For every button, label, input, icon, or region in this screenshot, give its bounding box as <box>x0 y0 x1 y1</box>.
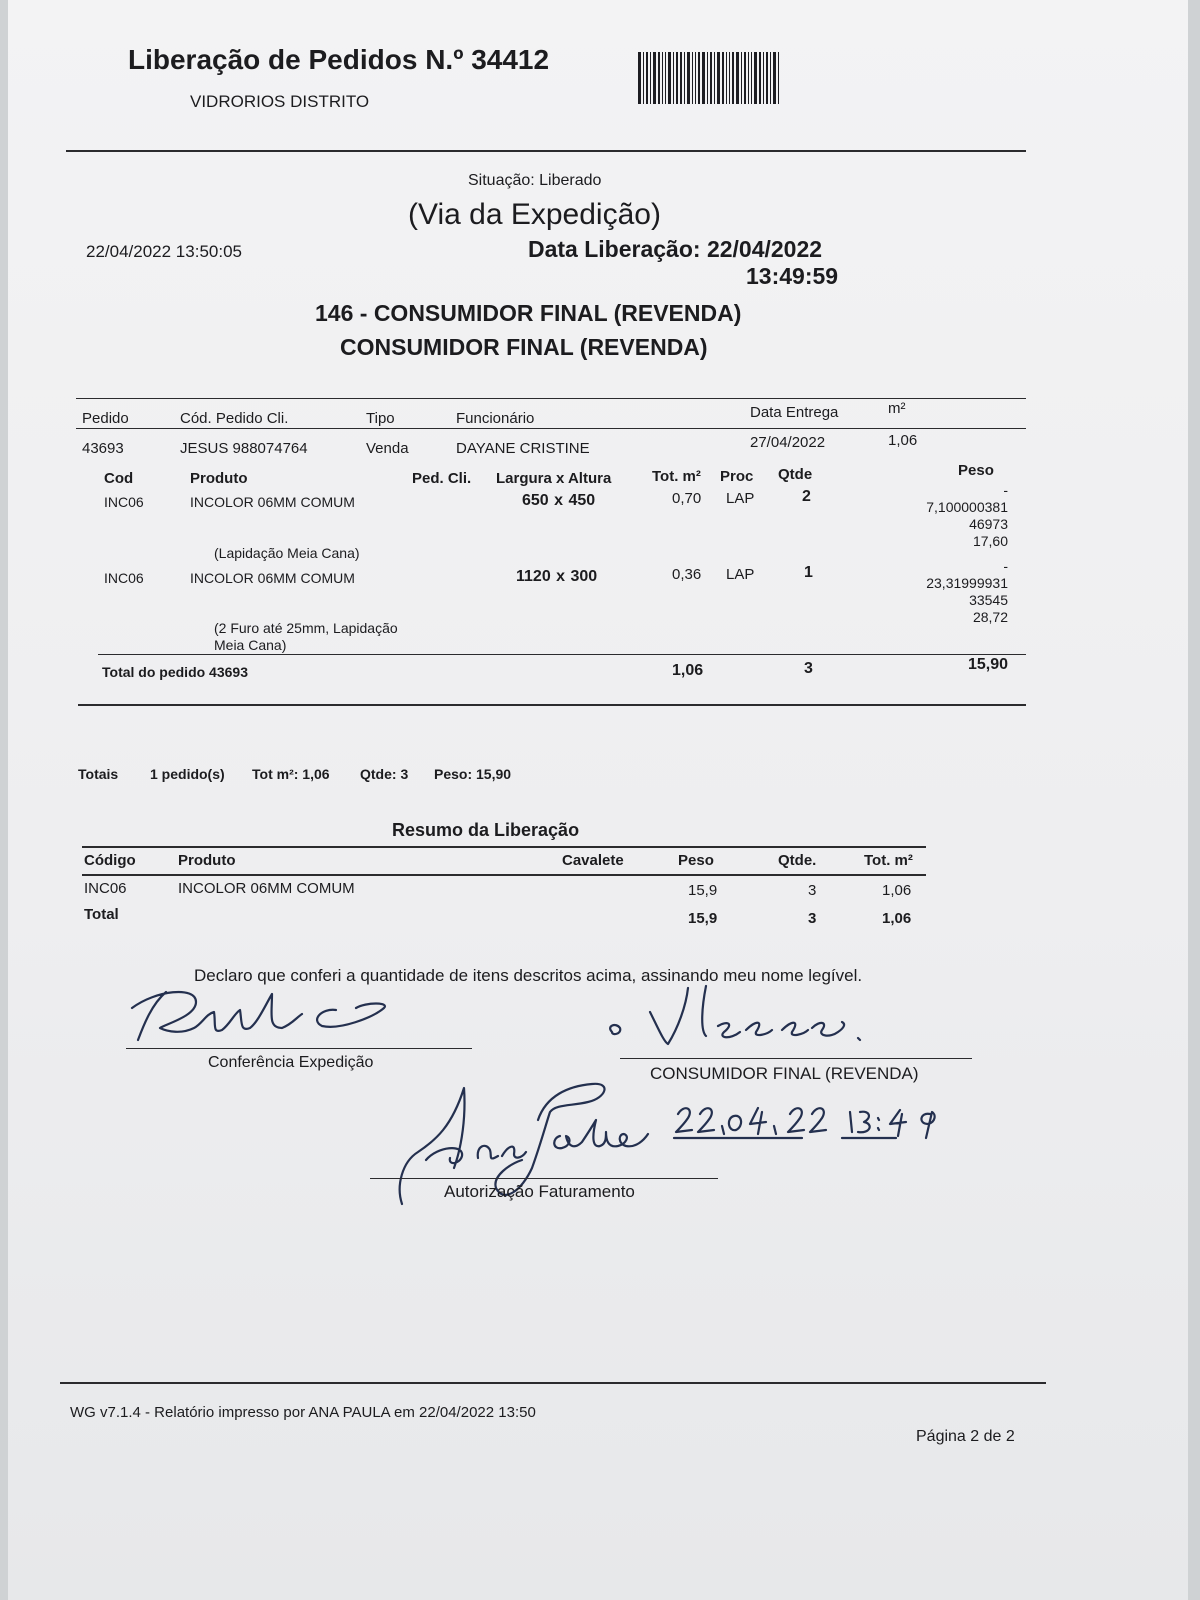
conferencia-signature-line <box>126 1048 472 1049</box>
item-1-dimensions: 650 x 450 <box>522 492 596 509</box>
order-delivery-date: 27/04/2022 <box>750 434 826 451</box>
item-1-proc: LAP <box>726 490 755 507</box>
items-col-produto: Produto <box>190 470 248 487</box>
autorizacao-label: Autorização Faturamento <box>444 1182 635 1201</box>
document-title: Liberação de Pedidos N.º 34412 <box>128 44 550 75</box>
totals-peso: Peso: 15,90 <box>434 766 512 782</box>
col-cod-pedido-cli: Cód. Pedido Cli. <box>180 410 289 427</box>
summary-col-qtde: Qtde. <box>778 852 817 869</box>
document-page <box>8 0 1188 1600</box>
item-1-produto: INCOLOR 06MM COMUM <box>190 494 355 510</box>
item-2-note: (2 Furo até 25mm, Lapidação Meia Cana) <box>214 620 398 653</box>
col-funcionario: Funcionário <box>456 410 535 427</box>
order-employee: DAYANE CRISTINE <box>456 440 590 457</box>
col-pedido: Pedido <box>82 410 129 427</box>
handwritten-datetime <box>674 1104 964 1144</box>
order-type: Venda <box>366 440 409 457</box>
summary-col-peso: Peso <box>678 852 714 869</box>
copy-label: (Via da Expedição) <box>408 198 661 231</box>
summary-total-peso: 15,9 <box>688 910 718 927</box>
item-2-dimensions: 1120 x 300 <box>516 568 598 585</box>
barcode <box>638 52 802 104</box>
cliente-label: CONSUMIDOR FINAL (REVENDA) <box>650 1064 919 1083</box>
summary-total-label: Total <box>84 906 119 923</box>
summary-row-tot-m2: 1,06 <box>882 882 912 899</box>
declaration-text: Declaro que conferi a quantidade de itens descritos acima, assinando meu nome legível. <box>194 966 863 985</box>
order-total-qtde: 3 <box>804 660 813 677</box>
totals-orders: 1 pedido(s) <box>150 766 225 782</box>
col-data-entrega: Data Entrega <box>750 404 839 421</box>
summary-row-peso: 15,9 <box>688 882 718 899</box>
totals-label: Totais <box>78 766 119 782</box>
items-col-tot-m2: Tot. m² <box>652 468 701 485</box>
summary-top-rule <box>82 846 926 848</box>
item-1-note: (Lapidação Meia Cana) <box>214 545 360 561</box>
summary-title: Resumo da Liberação <box>392 820 580 840</box>
summary-col-produto: Produto <box>178 852 236 869</box>
order-total-rule <box>98 654 1026 655</box>
order-client-code: JESUS 988074764 <box>180 440 308 457</box>
items-col-cod: Cod <box>104 470 134 487</box>
summary-row-codigo: INC06 <box>84 880 127 897</box>
summary-col-codigo: Código <box>84 852 136 869</box>
item-1-cod: INC06 <box>104 494 144 510</box>
footer-page-number: Página 2 de 2 <box>916 1428 1015 1445</box>
item-1-tot-m2: 0,70 <box>672 490 702 507</box>
summary-col-cavalete: Cavalete <box>562 852 624 869</box>
client-line-1: 146 - CONSUMIDOR FINAL (REVENDA) <box>315 300 742 326</box>
order-table-header-rule <box>76 428 1026 429</box>
client-line-2: CONSUMIDOR FINAL (REVENDA) <box>340 334 708 360</box>
item-1-qtde: 2 <box>802 488 811 505</box>
conferencia-label: Conferência Expedição <box>208 1054 374 1071</box>
item-2-tot-m2: 0,36 <box>672 566 702 583</box>
order-section-bottom-rule <box>78 704 1026 706</box>
items-col-dimensions: Largura x Altura <box>496 470 612 487</box>
items-col-qtde: Qtde <box>778 466 813 483</box>
summary-col-tot-m2: Tot. m² <box>864 852 913 869</box>
cliente-signature <box>606 984 876 1054</box>
col-m2: m² <box>888 400 906 417</box>
footer-printed-by: WG v7.1.4 - Relatório impresso por ANA PAULA em 22/04/2022 13:50 <box>70 1404 536 1421</box>
item-2-produto: INCOLOR 06MM COMUM <box>190 570 355 586</box>
header-divider <box>66 150 1026 152</box>
release-time: 13:49:59 <box>746 263 839 289</box>
item-2-cod: INC06 <box>104 570 144 586</box>
totals-qtde: Qtde: 3 <box>360 766 409 782</box>
summary-total-tot-m2: 1,06 <box>882 910 912 927</box>
summary-row-produto: INCOLOR 06MM COMUM <box>178 880 355 897</box>
status-text: Situação: Liberado <box>468 172 602 189</box>
company-name: VIDRORIOS DISTRITO <box>190 92 370 111</box>
summary-total-qtde: 3 <box>808 910 817 927</box>
item-2-qtde: 1 <box>804 564 813 581</box>
footer-rule <box>60 1382 1046 1384</box>
order-total-label: Total do pedido 43693 <box>102 664 248 680</box>
col-tipo: Tipo <box>366 410 395 427</box>
order-total-peso: 15,90 <box>967 656 1008 673</box>
summary-row-qtde: 3 <box>808 882 817 899</box>
item-2-peso: - 23,31999931 33545 28,72 <box>926 558 1008 625</box>
items-col-ped-cli: Ped. Cli. <box>412 470 472 487</box>
totals-m2: Tot m²: 1,06 <box>252 766 330 782</box>
release-date: Data Liberação: 22/04/2022 <box>528 236 823 262</box>
print-timestamp: 22/04/2022 13:50:05 <box>86 242 242 261</box>
items-col-peso: Peso <box>958 462 994 479</box>
item-1-peso: - 7,100000381 46973 17,60 <box>926 482 1008 549</box>
order-m2: 1,06 <box>888 432 918 449</box>
conferencia-signature <box>126 984 416 1054</box>
order-table-top-rule <box>76 398 1026 399</box>
item-2-proc: LAP <box>726 566 755 583</box>
cliente-signature-line <box>620 1058 972 1059</box>
summary-header-rule <box>82 874 926 876</box>
order-number: 43693 <box>82 440 124 457</box>
order-total-m2: 1,06 <box>672 662 704 679</box>
autorizacao-signature-line <box>370 1178 718 1179</box>
items-col-proc: Proc <box>720 468 754 485</box>
